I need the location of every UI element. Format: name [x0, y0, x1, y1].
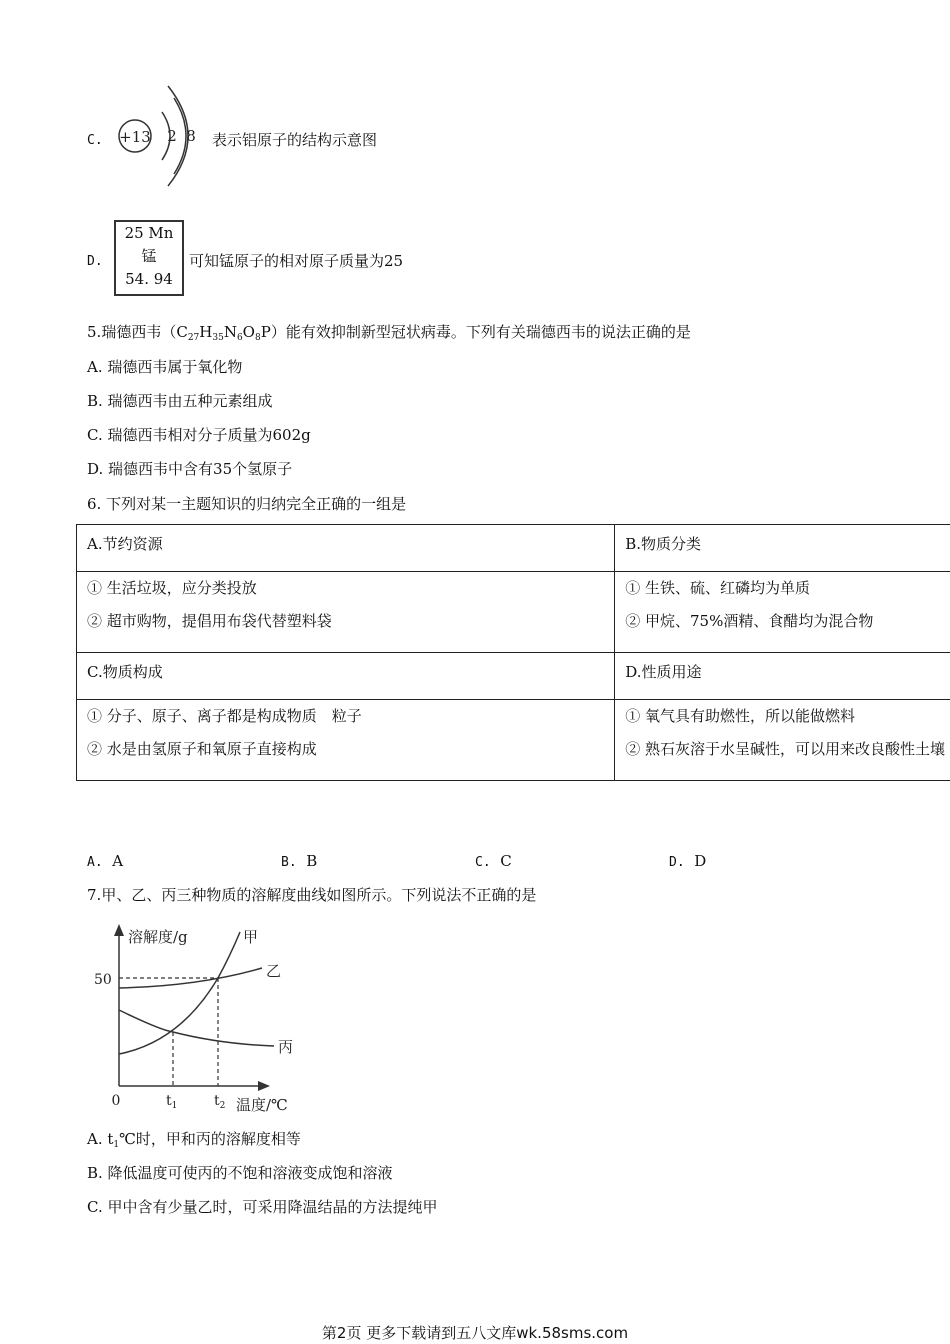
element-number-symbol: 25 Mn [124, 224, 174, 242]
q4-d-text: 可知锰原子的相对原子质量为25 [189, 252, 404, 270]
q5-stem: 5.瑞德西韦$(C_{27}H_{35}N_6O_8P)$能有效抑制新型冠状病毒。下列有关瑞德西韦的说法正确的是 [87, 323, 691, 343]
q6-d-body [615, 700, 950, 781]
q4-c-text: 表示铝原子的结构示意图 [212, 131, 378, 149]
shell-1-electrons: 2 [167, 127, 177, 145]
q7-stem: 7.甲、乙、丙三种物质的溶解度曲线如图所示。下列说法不正确的是 [87, 886, 537, 904]
curve-bing [119, 1010, 274, 1046]
x-tick-t2: $t_2$ [214, 1093, 226, 1111]
q6-choice-c: C. C [475, 852, 512, 870]
q5-number: 5. [87, 323, 102, 341]
q6-choice-d: D. D [669, 852, 707, 870]
aluminum-atom-diagram [108, 84, 208, 188]
q5-option-b: B. 瑞德西韦由五种元素组成 [87, 392, 273, 410]
q6-d-item-2: ② 熟石灰溶于水呈碱性，可以用来改良酸性土壤 [625, 740, 945, 758]
x-axis-arrow [258, 1081, 270, 1091]
q6-d-head: D.性质用途 [615, 653, 950, 700]
q6-table [76, 524, 950, 781]
q6-b-body [615, 572, 950, 653]
q5-stem-before: 瑞德西韦（ [101, 323, 177, 341]
q6-a-head: A.节约资源 [77, 525, 615, 572]
q6-a-body [77, 572, 615, 653]
q6-choice-b: B. B [281, 852, 318, 870]
q6-c-head: C.物质构成 [77, 653, 615, 700]
formula-c: C [176, 323, 188, 341]
q6-b-item-2: ② 甲烷、75%酒精、食醋均为混合物 [625, 612, 874, 630]
element-mass: 54. 94 [125, 270, 173, 288]
q6-d-item-1: ① 氧气具有助燃性，所以能做燃料 [625, 707, 855, 725]
q5-stem-after: ）能有效抑制新型冠状病毒。下列有关瑞德西韦的说法正确的是 [270, 323, 691, 341]
y-axis-label: 溶解度/g [128, 928, 188, 946]
series-label-bing: 丙 [278, 1038, 294, 1056]
q6-a-item-2: ② 超市购物，提倡用布袋代替塑料袋 [87, 612, 332, 630]
x-tick-t1: $t_1$ [166, 1093, 178, 1111]
y-tick-50: 50 [94, 972, 112, 988]
q6-b-head: B.物质分类 [615, 525, 950, 572]
y-axis-arrow [114, 924, 124, 936]
q6-c-item-1: ① 分子、原子、离子都是构成物质 粒子 [87, 707, 362, 725]
q7-option-b: B. 降低温度可使丙的不饱和溶液变成饱和溶液 [87, 1164, 393, 1182]
solubility-chart [90, 922, 310, 1118]
q5-option-a: A. 瑞德西韦属于氧化物 [87, 358, 243, 376]
q6-c-body [77, 700, 615, 781]
q5-option-c: C. 瑞德西韦相对分子质量为602g [87, 426, 311, 444]
q6-b-item-1: ① 生铁、硫、红磷均为单质 [625, 579, 810, 597]
q6-c-item-2: ② 水是由氢原子和氧原子直接构成 [87, 740, 317, 758]
nucleus-charge: +13 [119, 128, 151, 146]
shell-2-electrons: 8 [186, 127, 196, 145]
element-name: 锰 [141, 247, 157, 265]
page-footer: 第2页 更多下载请到五八文库wk.58sms.com [321, 1324, 629, 1342]
curve-jia [119, 932, 240, 1054]
q4-d-label: D. [87, 254, 103, 269]
series-label-yi: 乙 [266, 962, 282, 980]
x-axis-label: 温度/℃ [236, 1096, 288, 1114]
q6-a-item-1: ① 生活垃圾，应分类投放 [87, 579, 257, 597]
origin-label: 0 [111, 1093, 121, 1109]
q6-stem: 6. 下列对某一主题知识的归纳完全正确的一组是 [87, 495, 407, 513]
q4-c-label: C. [87, 133, 103, 148]
q6-choice-a: A. A [87, 852, 124, 870]
q7-option-a: A. $t_1℃$时，甲和丙的溶解度相等 [87, 1130, 301, 1150]
series-label-jia: 甲 [243, 928, 259, 946]
q7-option-c: C. 甲中含有少量乙时，可采用降温结晶的方法提纯甲 [87, 1198, 438, 1216]
q5-option-d: D. 瑞德西韦中含有35个氢原子 [87, 460, 293, 478]
manganese-element-box [114, 220, 184, 296]
